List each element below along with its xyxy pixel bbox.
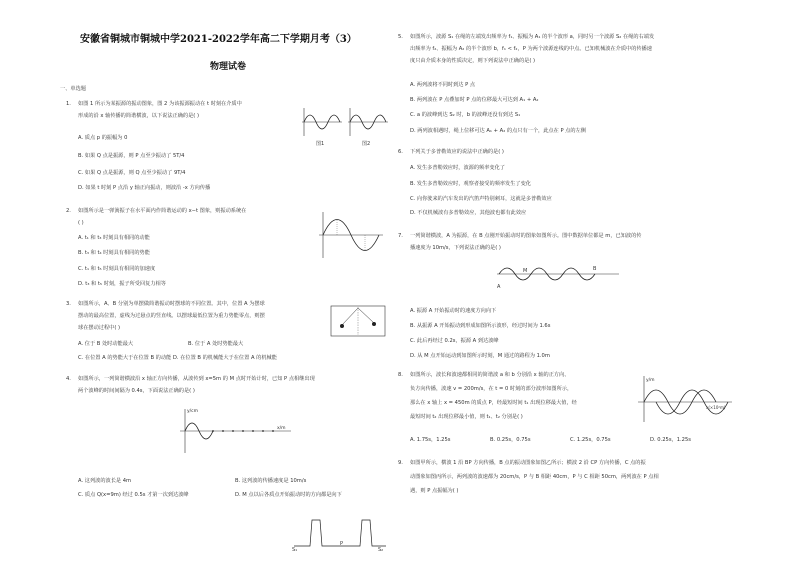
q3-number: 3. <box>66 301 71 307</box>
q5-line: 出频率为 f₂、振幅为 A₂ 的半个波形 b，f₁ < f₂，P 为两个波源连线的中点。已知机械波在介质中的传播速 <box>410 46 652 52</box>
q5-line: 度只由介质本身的性质决定，则下列说法中正确的是( ) <box>410 58 536 64</box>
q6-option: B. 发生多普勒效应时，观察者接受的频率发生了变化 <box>410 181 531 187</box>
q3-option: C. 在位置 A 的势能大于在位置 B 的动能 D. 在位置 B 的机械能大于在位置 A 的机械能 <box>78 355 277 361</box>
q2-option: C. t₁ 和 t₅ 时刻具有相同的加速度 <box>78 266 156 272</box>
q5-option: C. a 的波峰到达 S₂ 时，b 的波峰还没有到达 S₁ <box>410 112 521 118</box>
q1-fig1-label: 图1 <box>316 141 325 146</box>
q1-fig2-label: 图2 <box>362 141 371 146</box>
q7-line: 播速度为 10m/s，下列说法正确的是( ) <box>410 245 501 251</box>
q4-line: 如图所示，一列简谐横波沿 x 轴正方向传播，从波传到 x=5m 的 M 点时开始计时，已知 P 点相继出现 <box>78 376 315 382</box>
q8-option: B. 0.25s，0.75s <box>490 437 531 443</box>
q8-option: D. 0.25s，1.25s <box>650 437 691 443</box>
q8-line: 如图所示，波长和波速都相同的简谐波 a 和 b 分别沿 x 轴的正方向、 <box>410 372 570 378</box>
q3-option: A. 位于 B 处时动能最大 <box>78 341 134 347</box>
q7-label-m: M <box>523 268 528 274</box>
q9-line: 动图象如图丙所示，两列波的波速都为 20cm/s，P 与 B 相距 40cm，P 与 C 相距 50cm，两列波在 P 点相 <box>410 474 659 480</box>
q7-option: D. 从 M 点开始运动到如图所示时刻，M 通过的路程为 1.0m <box>410 353 550 359</box>
q4-axis-label: x/m <box>277 426 286 431</box>
q2-line: 如图所示是一弹簧振子在水平面内作简谐运动的 x−t 图象，则振动系统在 <box>78 208 247 214</box>
q1-option: D. 如果 t 时刻 P 点沿 y 轴正向振动，则波沿 -x 方向传播 <box>78 185 211 191</box>
q1-number: 1. <box>66 101 71 107</box>
q6-number: 6. <box>398 149 403 155</box>
q2-line: ( ) <box>78 220 84 226</box>
q7-line: 一列简谐横波，A 为振源，在 B 点刚开始振动时的图象如图所示。图中数据单位都是 m，已知波的传 <box>410 233 642 239</box>
q4-option: B. 这列波的传播速度是 10m/s <box>235 478 307 484</box>
q4-option: C. 质点 Q(x=9m) 经过 0.5s 才第一次到达波峰 <box>78 492 189 498</box>
q7-label-b: B <box>593 266 597 272</box>
q2-option: B. t₃ 和 t₄ 时刻具有相同的势能 <box>78 250 150 256</box>
q6-line: 下列关于多普勒效应的说法中正确的是( ) <box>410 149 504 155</box>
q8-line: 那么在 x 轴上 x = 450m 的质点 P，经最短时间 t₁ 出现位移最大值，经 <box>410 400 577 406</box>
q7-label-a: A <box>497 284 501 290</box>
q5-line: 如图所示，波源 S₁ 在绳的左端发出频率为 f₁、振幅为 A₁ 的半个波形 a，同时另一个波源 S₂ 在绳的右端发 <box>410 34 655 40</box>
q6-option: C. 向你驶来的汽车发出的汽笛声特别刺耳，这就是多普勒效应 <box>410 196 552 202</box>
q4-option: D. M 点以后各质点开始振动时的方向都是向下 <box>235 492 342 498</box>
q7-option: B. 从振源 A 开始振动到形成如图所示波形，经过时间为 1.6s <box>410 323 551 329</box>
q7-figure <box>493 258 623 290</box>
q8-number: 8. <box>398 372 403 378</box>
q4-line: 两个波峰的时间间隔为 0.4s，下面说法正确的是( ) <box>78 388 195 394</box>
q5-option: D. 两列波相遇时，绳上位移可达 A₁ + A₂ 的点只有一个，此点在 P 点的左侧 <box>410 128 586 134</box>
q6-option: A. 发生多普勒效应时，波源的频率变化了 <box>410 165 505 171</box>
q8-y-label: y/m <box>646 378 655 383</box>
q5-figure <box>290 512 390 552</box>
q3-line: 球在摆动过程中( ) <box>78 325 121 331</box>
q8-figure <box>636 374 736 424</box>
q1-option: B. 如果 Q 点是振源，则 P 点至少振动了 5T/4 <box>78 153 185 159</box>
q5-s2-label: S₂ <box>378 547 384 552</box>
q7-number: 7. <box>398 233 403 239</box>
q8-option: C. 1.25s，0.75s <box>570 437 611 443</box>
q3-line: 如图所示，A、B 分别为单摆做简谐振动时摆球的不同位置。其中，位置 A 为摆球 <box>78 301 265 307</box>
q3-line: 摆动的最高位置，虚线为过悬点的竖直线。以摆球最低位置为重力势能零点，则摆 <box>78 313 265 319</box>
q4-figure <box>175 405 295 455</box>
q9-line: 遇，则 P 点振幅为( ) <box>410 488 459 494</box>
q1-line: 形成的沿 x 轴传播的简谐横波，以下说法正确的是( ) <box>78 113 200 119</box>
q3-option: B. 位于 A 处时势能最大 <box>188 341 244 347</box>
q6-option: D. 不仅机械波有多普勒效应，其他波也都有此效应 <box>410 210 527 216</box>
page-subtitle: 物理试卷 <box>210 62 247 72</box>
q4-number: 4. <box>66 376 71 382</box>
q2-option: D. t₃ 和 t₅ 时刻，振子所受回复力相等 <box>78 281 166 287</box>
q5-option: B. 两列波在 P 点叠加时 P 点的位移最大可达到 A₁ + A₂ <box>410 97 539 103</box>
q3-figure <box>330 305 386 337</box>
q4-option: A. 这列波的波长是 4m <box>78 478 132 484</box>
q5-s1-label: S₁ <box>292 547 298 552</box>
q5-p-label: P <box>340 541 344 547</box>
q8-line: 负方向传播，波速 v = 200m/s，在 t = 0 时刻的部分波形如图所示， <box>410 386 573 392</box>
q2-option: A. t₁ 和 t₃ 时刻具有相同的动能 <box>78 235 150 241</box>
q8-option: A. 1.75s，1.25s <box>410 437 451 443</box>
section-heading: 一、单选题 <box>60 86 86 92</box>
q5-number: 5. <box>398 34 403 40</box>
q1-line: 如图 1 所示为某振源的振动图象，图 2 为该振源振动在 t 时刻在介质中 <box>78 101 242 107</box>
q9-line: 如图甲所示，横波 1 沿 BP 方向传播，B 点的振动图象如图乙所示；横波 2 沿 CP 方向传播，C 点的振 <box>410 460 646 466</box>
q1-option: A. 质点 p 的振幅为 0 <box>78 135 128 141</box>
page-title: 安徽省铜城市铜城中学2021-2022学年高二下学期月考（3） <box>80 34 357 45</box>
q8-line: 最短时间 t₂ 出现位移最小值，则 t₁、t₂ 分别是( ) <box>410 414 523 420</box>
q1-figure <box>300 104 390 146</box>
q4-y-label: y/cm <box>187 409 199 414</box>
q2-figure <box>315 210 385 260</box>
q7-option: C. 此后再经过 0.2s，振源 A 到达波峰 <box>410 338 499 344</box>
q8-x-label: x(×10²m) <box>706 405 726 410</box>
q7-option: A. 振源 A 开始振动时的速度方向向下 <box>410 308 497 314</box>
q5-option: A. 两列波将不同时到达 P 点 <box>410 82 476 88</box>
q9-number: 9. <box>398 460 403 466</box>
q1-option: C. 如果 Q 点是振源，则 Q 点至少振动了 9T/4 <box>78 170 186 176</box>
q2-number: 2. <box>66 208 71 214</box>
